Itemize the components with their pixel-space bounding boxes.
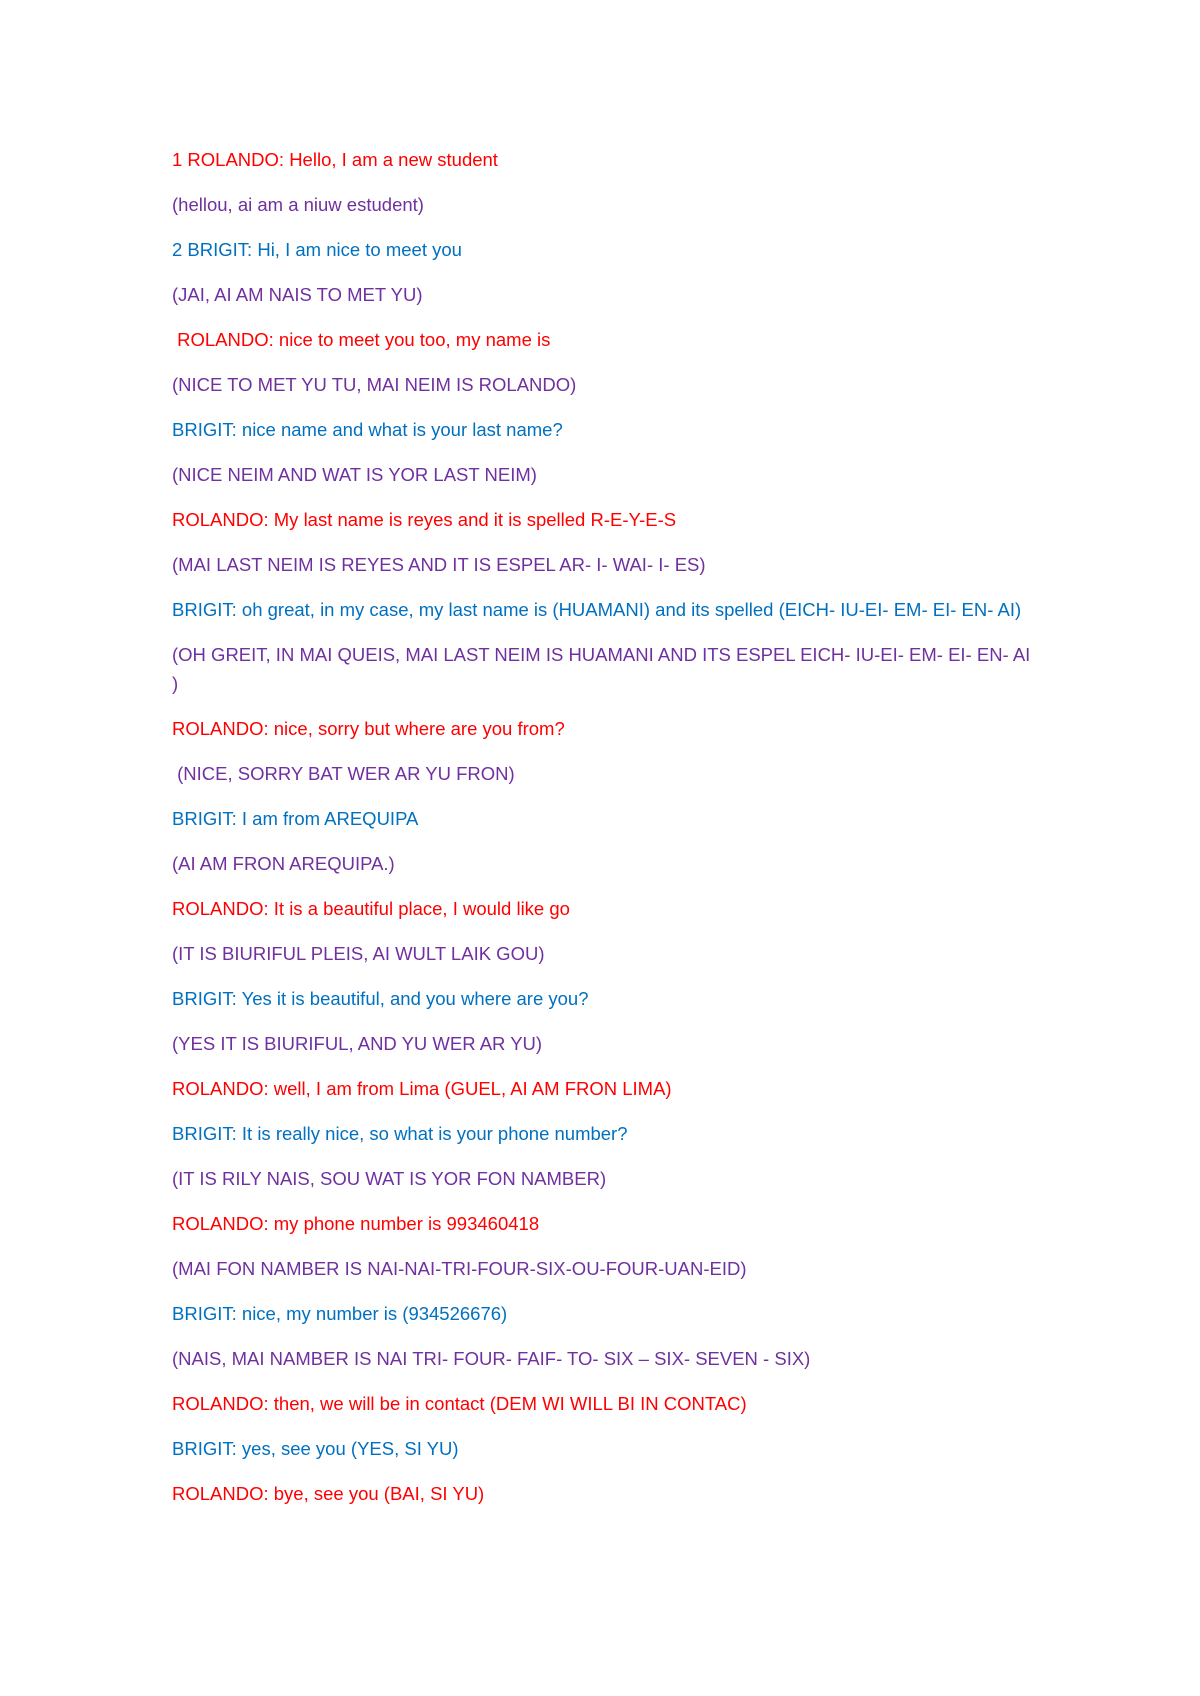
dialogue-line: (NICE TO MET YU TU, MAI NEIM IS ROLANDO)	[172, 374, 577, 395]
dialogue-line: (MAI FON NAMBER IS NAI-NAI-TRI-FOUR-SIX-OU-FOUR-UAN-EID)	[172, 1258, 747, 1279]
dialogue-line: (IT IS RILY NAIS, SOU WAT IS YOR FON NAMBER)	[172, 1168, 607, 1189]
dialogue-line: BRIGIT: nice name and what is your last name?	[172, 419, 563, 440]
dialogue-line: (OH GREIT, IN MAI QUEIS, MAI LAST NEIM IS HUAMANI AND ITS ESPEL EICH- IU-EI- EM- EI- EN- AI )	[172, 644, 1031, 694]
dialogue-line: BRIGIT: oh great, in my case, my last name is (HUAMANI) and its spelled (EICH- IU-EI- EM- EI- EN- AI)	[172, 599, 1022, 620]
dialogue-line: ROLANDO: bye, see you (BAI, SI YU)	[172, 1483, 485, 1504]
dialogue-line: (hellou, ai am a niuw estudent)	[172, 194, 424, 215]
dialogue-line: BRIGIT: Yes it is beautiful, and you where are you?	[172, 988, 589, 1009]
dialogue-line: ROLANDO: My last name is reyes and it is spelled R-E-Y-E-S	[172, 509, 677, 530]
dialogue-line: (AI AM FRON AREQUIPA.)	[172, 853, 395, 874]
dialogue-line: 2 BRIGIT: Hi, I am nice to meet you	[172, 239, 462, 260]
dialogue-line: BRIGIT: yes, see you (YES, SI YU)	[172, 1438, 459, 1459]
dialogue-line: BRIGIT: I am from AREQUIPA	[172, 808, 419, 829]
dialogue-line: (YES IT IS BIURIFUL, AND YU WER AR YU)	[172, 1033, 543, 1054]
dialogue-line: (NICE, SORRY BAT WER AR YU FRON)	[172, 763, 515, 784]
dialogue-line: (IT IS BIURIFUL PLEIS, AI WULT LAIK GOU)	[172, 943, 545, 964]
dialogue-line: BRIGIT: nice, my number is (934526676)	[172, 1303, 508, 1324]
dialogue-line: ROLANDO: my phone number is 993460418	[172, 1213, 540, 1234]
dialogue-body	[172, 145, 1032, 1524]
dialogue-line: 1 ROLANDO: Hello, I am a new student	[172, 149, 498, 170]
dialogue-line: (MAI LAST NEIM IS REYES AND IT IS ESPEL AR- I- WAI- I- ES)	[172, 554, 706, 575]
dialogue-line: ROLANDO: nice, sorry but where are you from?	[172, 718, 565, 739]
dialogue-line: ROLANDO: well, I am from Lima (GUEL, AI AM FRON LIMA)	[172, 1078, 672, 1099]
dialogue-line: ROLANDO: It is a beautiful place, I would like go	[172, 898, 570, 919]
dialogue-line: (NAIS, MAI NAMBER IS NAI TRI- FOUR- FAIF- TO- SIX – SIX- SEVEN - SIX)	[172, 1348, 811, 1369]
dialogue-line: (NICE NEIM AND WAT IS YOR LAST NEIM)	[172, 464, 537, 485]
dialogue-line: (JAI, AI AM NAIS TO MET YU)	[172, 284, 423, 305]
dialogue-line: ROLANDO: then, we will be in contact (DEM WI WILL BI IN CONTAC)	[172, 1393, 747, 1414]
dialogue-line: BRIGIT: It is really nice, so what is your phone number?	[172, 1123, 628, 1144]
dialogue-line: ROLANDO: nice to meet you too, my name is	[172, 329, 551, 350]
